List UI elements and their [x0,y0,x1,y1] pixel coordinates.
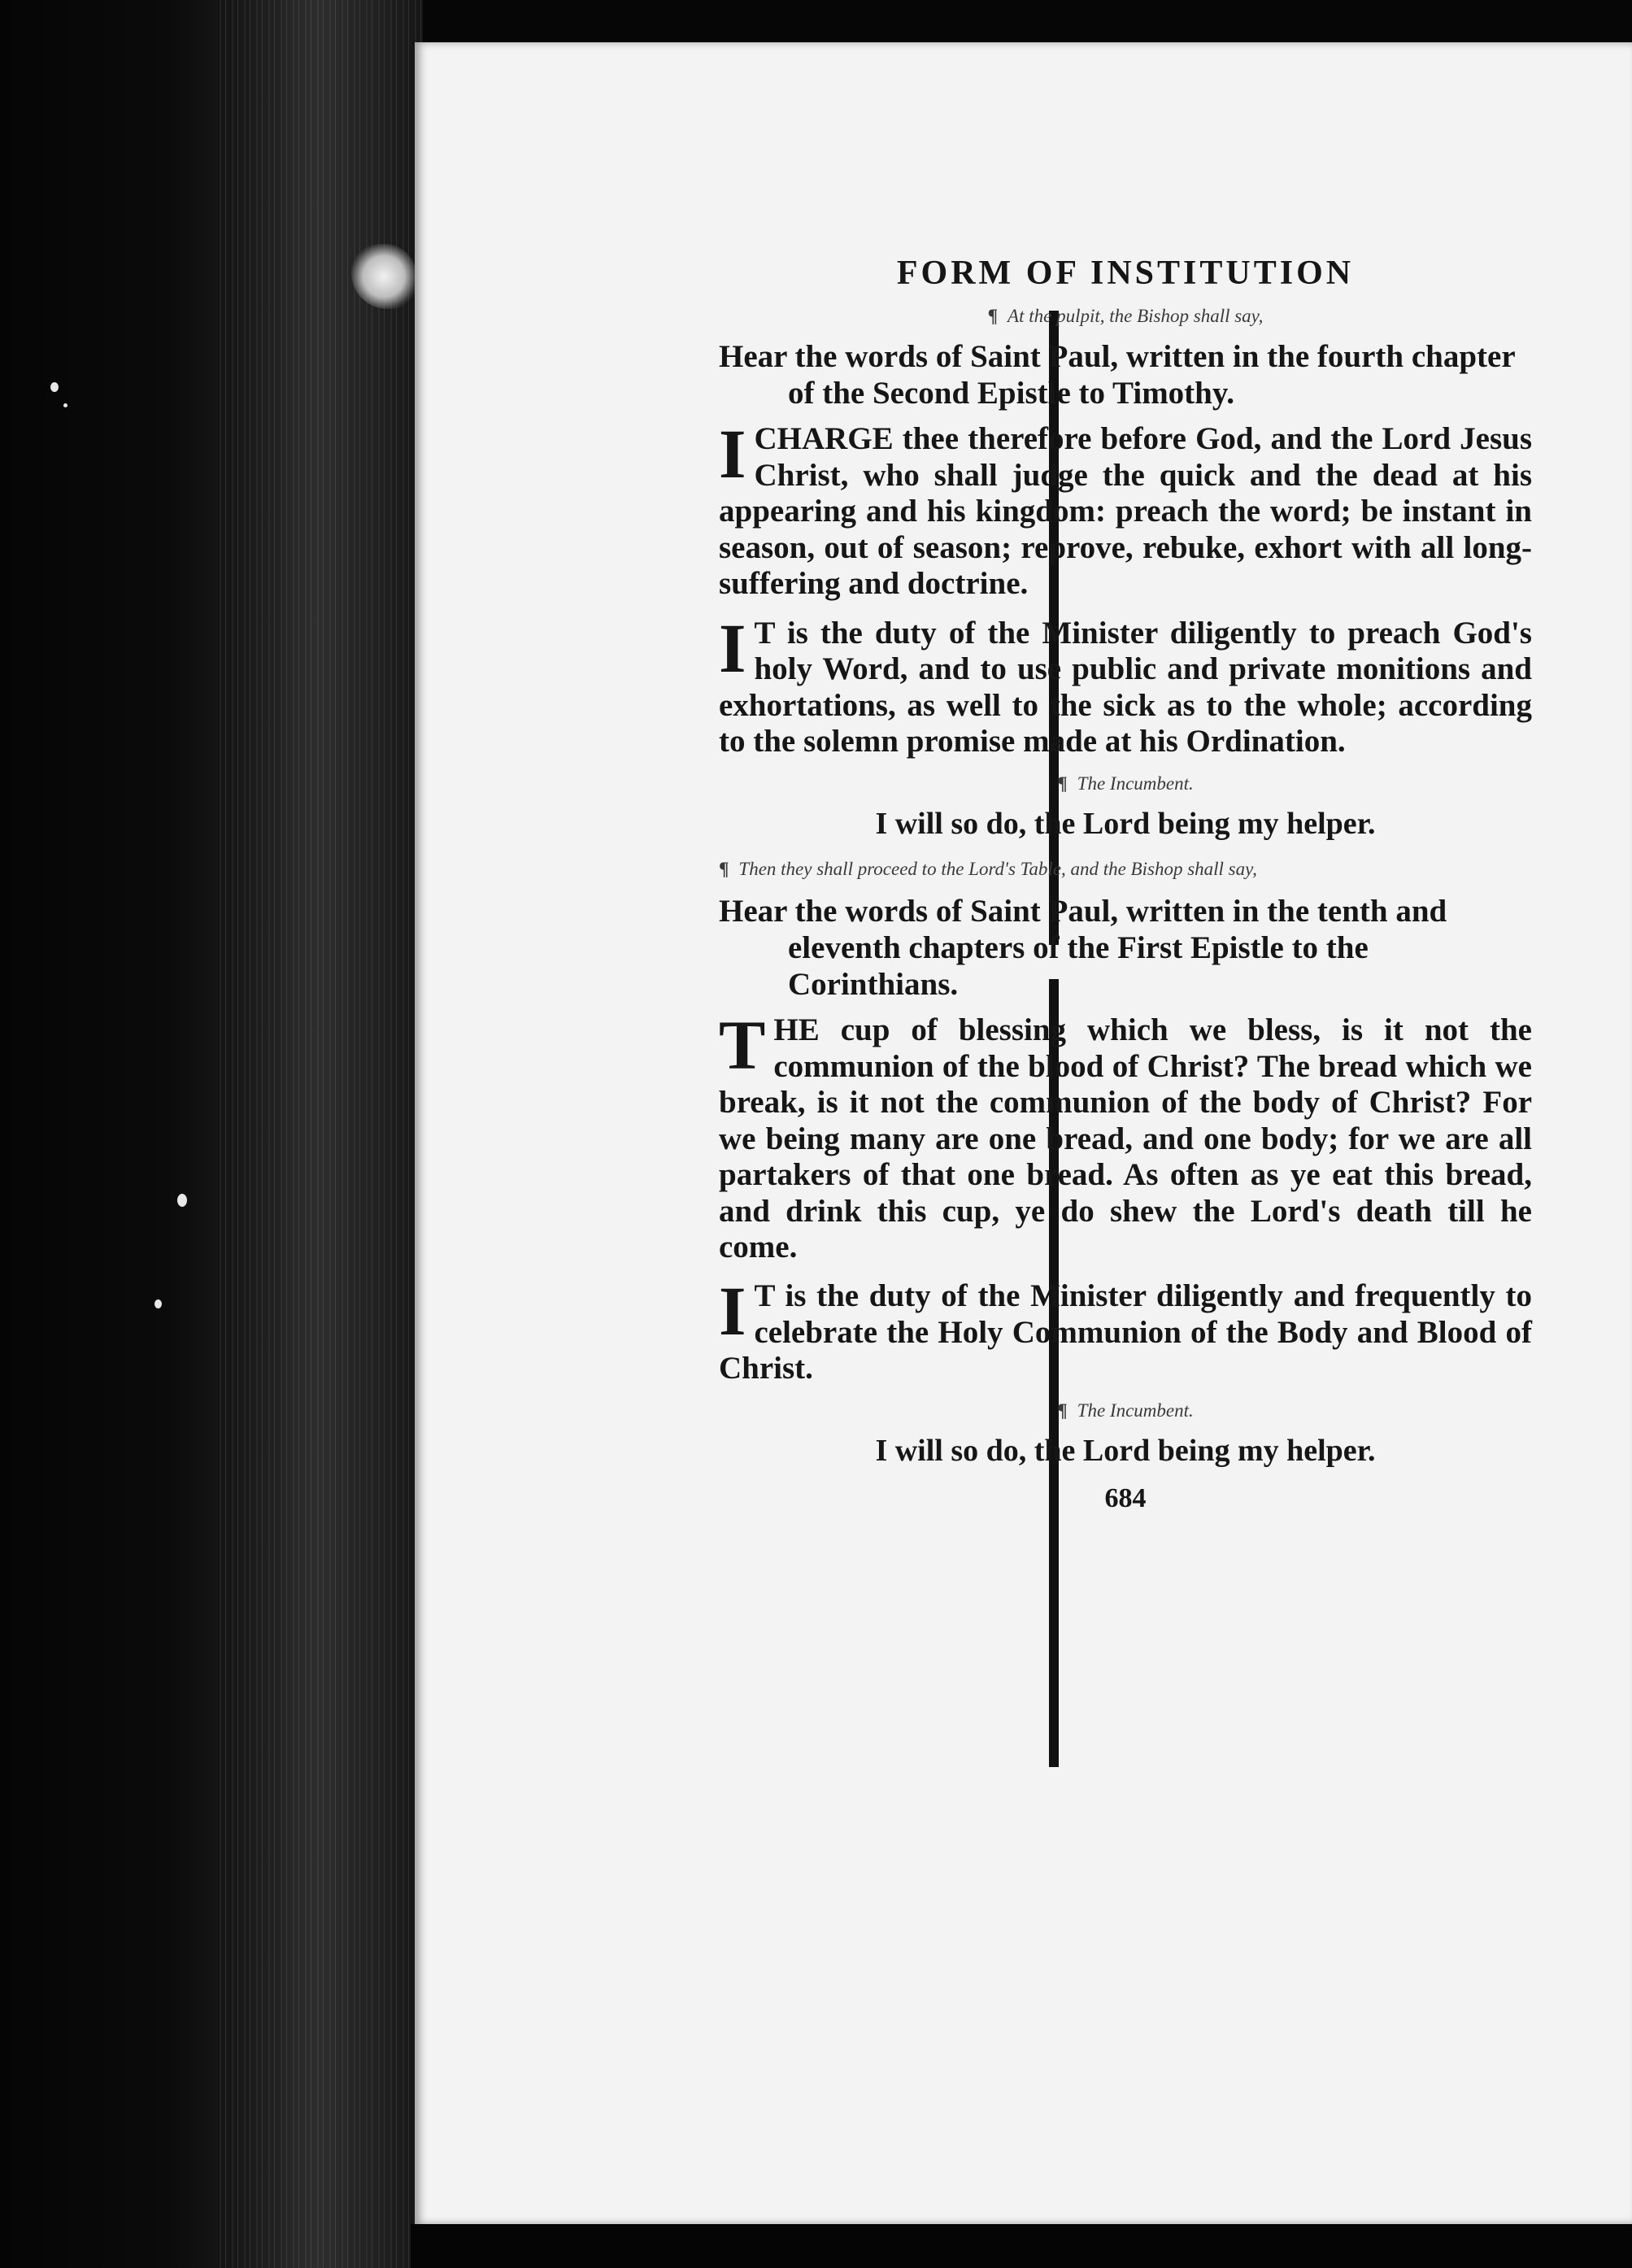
reading-heading-timothy: Hear the words of Saint Paul, written in the fourth chapter of the Second Epistle to Timothy. [719,339,1515,411]
pilcrow-icon: ¶ [1057,1400,1068,1421]
microfilm-margin-bottom [411,2224,1632,2268]
pilcrow-icon: ¶ [1057,773,1068,794]
microfilm-streaks [220,0,423,2268]
paragraph-text: HE cup of blessing which we bless, is it not the communion of the blood of Christ? The bread which we break, is it not the communion of the body of Christ? For we being many are one bread, and one body; for we are all partakers of that one bread. As often as ye eat this bread, and drink this cup, ye do shew the Lord's death till he come. [719,1012,1532,1265]
incumbent-response: I will so do, the Lord being my helper. [875,806,1376,841]
film-speck [63,403,67,407]
rubric-text: The Incumbent. [1077,1400,1194,1421]
rubric-lords-table [719,856,1532,882]
drop-cap: I [719,608,746,687]
incumbent-response: I will so do, the Lord being my helper. [875,1433,1376,1468]
reading-heading-corinthians: Hear the words of Saint Paul, written in the tenth and eleventh chapters of the First Epistle to the Corinthians. [719,893,1447,1003]
rubric-incumbent [719,1400,1532,1421]
rubric-text: The Incumbent. [1077,773,1194,794]
pilcrow-icon: ¶ [987,306,999,326]
pilcrow-icon: ¶ [719,858,729,879]
drop-cap: I [719,415,746,494]
rubric-text: At the pulpit, the Bishop shall say, [1007,306,1264,326]
drop-cap: T [719,1006,766,1085]
page-content [719,254,1532,1514]
rubric-incumbent [719,773,1532,794]
microfilm-margin-top [423,0,1632,42]
rubric-pulpit [719,306,1532,327]
paragraph-charge [719,415,1532,602]
paragraph-text: T is the duty of the Minister diligently and frequently to celebrate the Holy Communion of the Body and Blood of Christ. [719,1278,1532,1386]
paragraph-text: CHARGE thee therefore before God, and the Lord Jesus Christ, who shall judge the quick and the dead at his appearing and his kingdom: preach the word; be instant in season, out of season; reprove, rebuke, exhort with all long-suffering and doctrine. [719,421,1532,602]
film-speck [50,382,59,392]
paragraph-cup-of-blessing [719,1006,1532,1265]
drop-cap: I [719,1272,746,1351]
rubric-text: Then they shall proceed to the Lord's Table, and the Bishop shall say, [738,858,1257,879]
page-number: 684 [1104,1482,1147,1513]
paragraph-duty-preach [719,608,1532,760]
page-title: FORM OF INSTITUTION [896,255,1355,292]
film-speck [177,1194,187,1207]
film-speck [154,1299,162,1308]
paragraph-text: T is the duty of the Minister diligently to preach God's holy Word, and to use public and private monitions and exhortations, as well to the sick as to the whole; according to the solemn promise made at his Ordination. [719,615,1532,760]
paragraph-duty-communion [719,1272,1532,1386]
